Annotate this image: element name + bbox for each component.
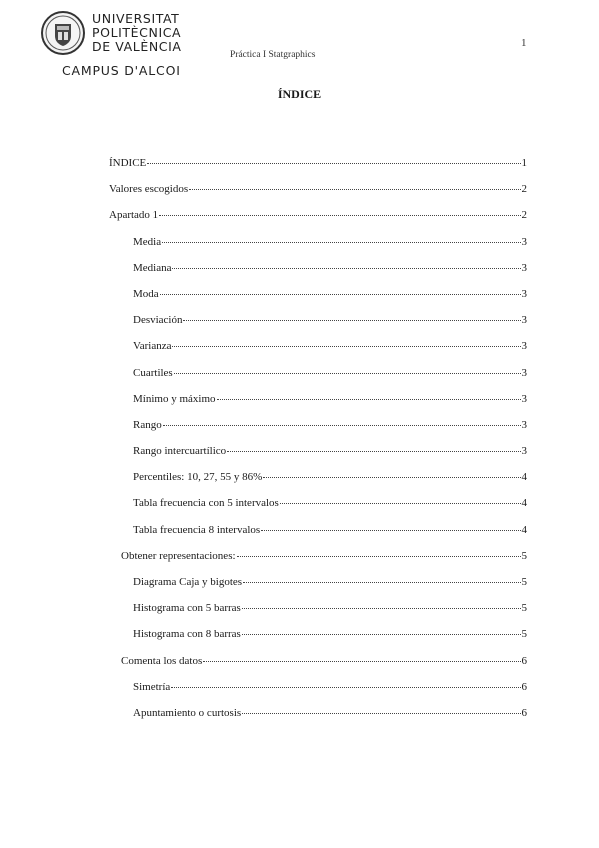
toc-entry-label: Varianza	[133, 340, 172, 353]
toc-entry[interactable]	[109, 419, 527, 445]
toc-entry-page: 3	[521, 287, 527, 300]
toc-dot-leader	[242, 705, 520, 714]
toc-entry-label: Apuntamiento o curtosis	[133, 706, 242, 719]
toc-dot-leader	[189, 181, 520, 190]
toc-entry[interactable]	[109, 497, 527, 523]
toc-dot-leader	[280, 495, 521, 504]
toc-entry-page: 4	[521, 523, 527, 536]
toc-dot-leader	[183, 312, 520, 321]
toc-entry-label: ÍNDICE	[109, 157, 147, 169]
toc-entry-label: Tabla frecuencia 8 intervalos	[133, 523, 261, 536]
toc-entry-label: Cuartiles	[133, 366, 173, 379]
university-logo	[40, 10, 190, 80]
toc-entry-label: Apartado 1	[109, 209, 159, 222]
toc-dot-leader	[163, 417, 521, 426]
toc-dot-leader	[242, 626, 521, 635]
toc-entry-label: Mínimo y máximo	[133, 392, 216, 405]
document-header-title: Práctica I Statgraphics	[230, 50, 316, 60]
toc-entry[interactable]	[109, 157, 527, 183]
toc-entry-label: Obtener representaciones:	[121, 549, 236, 562]
toc-dot-leader	[217, 391, 521, 400]
toc-dot-leader	[162, 234, 520, 243]
toc-dot-leader	[174, 365, 521, 374]
toc-entry-label: Moda	[133, 287, 159, 300]
toc-entry-label: Comenta los datos	[121, 654, 203, 667]
toc-entry-label: Simetría	[133, 680, 171, 693]
toc-entry-page: 6	[521, 706, 527, 719]
university-line-2: POLITÈCNICA	[92, 25, 182, 40]
toc-entry-label: Rango	[133, 418, 162, 431]
toc-dot-leader	[227, 443, 520, 452]
toc-entry[interactable]	[109, 524, 527, 550]
toc-entry-page: 3	[521, 261, 527, 274]
toc-entry[interactable]	[109, 367, 527, 393]
toc-entry-page: 1	[521, 157, 527, 169]
toc-entry[interactable]	[109, 445, 527, 471]
toc-dot-leader	[172, 338, 520, 347]
toc-dot-leader	[263, 469, 520, 478]
toc-entry-page: 2	[521, 209, 527, 222]
campus-name: CAMPUS D'ALCOI	[62, 63, 181, 78]
toc-entry[interactable]	[109, 209, 527, 235]
toc-entry-label: Histograma con 8 barras	[133, 628, 241, 641]
toc-entry-label: Percentiles: 10, 27, 55 y 86%	[133, 471, 263, 484]
university-line-1: UNIVERSITAT	[92, 11, 180, 26]
toc-entry-label: Tabla frecuencia con 5 intervalos	[133, 497, 279, 510]
toc-entry-page: 4	[521, 497, 527, 510]
toc-entry-page: 2	[521, 183, 527, 196]
toc-entry-page: 3	[521, 366, 527, 379]
toc-entry-page: 5	[521, 628, 527, 641]
toc-dot-leader	[203, 653, 520, 662]
toc-entry-label: Mediana	[133, 261, 172, 274]
toc-dot-leader	[237, 548, 521, 557]
toc-entry[interactable]	[109, 602, 527, 628]
toc-entry-label: Media	[133, 235, 162, 248]
toc-entry-page: 5	[521, 576, 527, 588]
toc-entry[interactable]	[109, 393, 527, 419]
toc-entry[interactable]	[109, 628, 527, 654]
toc-entry[interactable]	[109, 183, 527, 209]
toc-dot-leader	[160, 286, 521, 295]
page-title: ÍNDICE	[277, 87, 322, 101]
toc-entry-page: 6	[521, 654, 527, 667]
toc-entry-label: Histograma con 5 barras	[133, 602, 241, 615]
toc-entry-page: 3	[521, 445, 527, 458]
toc-entry[interactable]	[109, 262, 527, 288]
toc-entry[interactable]	[109, 707, 527, 733]
toc-dot-leader	[242, 600, 521, 609]
toc-entry-label: Valores escogidos	[109, 183, 189, 196]
toc-dot-leader	[159, 207, 520, 216]
table-of-contents	[109, 157, 527, 733]
toc-dot-leader	[171, 679, 520, 688]
toc-entry[interactable]	[109, 471, 527, 497]
university-line-3: DE VALÈNCIA	[92, 39, 182, 54]
toc-entry-page: 5	[521, 549, 527, 562]
toc-entry-label: Desviación	[133, 314, 183, 327]
toc-dot-leader	[243, 574, 520, 583]
toc-entry[interactable]	[109, 236, 527, 262]
toc-dot-leader	[147, 155, 520, 164]
page-number: 1	[521, 37, 527, 49]
university-seal-icon	[40, 10, 86, 56]
toc-entry-page: 4	[521, 471, 527, 484]
toc-entry[interactable]	[109, 340, 527, 366]
toc-entry[interactable]	[109, 288, 527, 314]
university-name	[92, 12, 182, 54]
toc-entry-page: 3	[521, 392, 527, 405]
toc-entry[interactable]	[109, 681, 527, 707]
toc-entry-page: 3	[521, 314, 527, 327]
toc-dot-leader	[261, 522, 520, 531]
toc-entry[interactable]	[109, 550, 527, 576]
toc-dot-leader	[172, 260, 520, 269]
toc-entry-page: 3	[521, 340, 527, 353]
toc-entry-page: 3	[521, 418, 527, 431]
toc-entry[interactable]	[109, 576, 527, 602]
toc-entry-page: 5	[521, 602, 527, 615]
page-header	[0, 0, 599, 90]
toc-entry-label: Diagrama Caja y bigotes	[133, 576, 243, 588]
toc-entry-label: Rango intercuartílico	[133, 445, 227, 458]
toc-entry[interactable]	[109, 655, 527, 681]
toc-entry-page: 6	[521, 680, 527, 693]
toc-entry[interactable]	[109, 314, 527, 340]
toc-entry-page: 3	[521, 235, 527, 248]
